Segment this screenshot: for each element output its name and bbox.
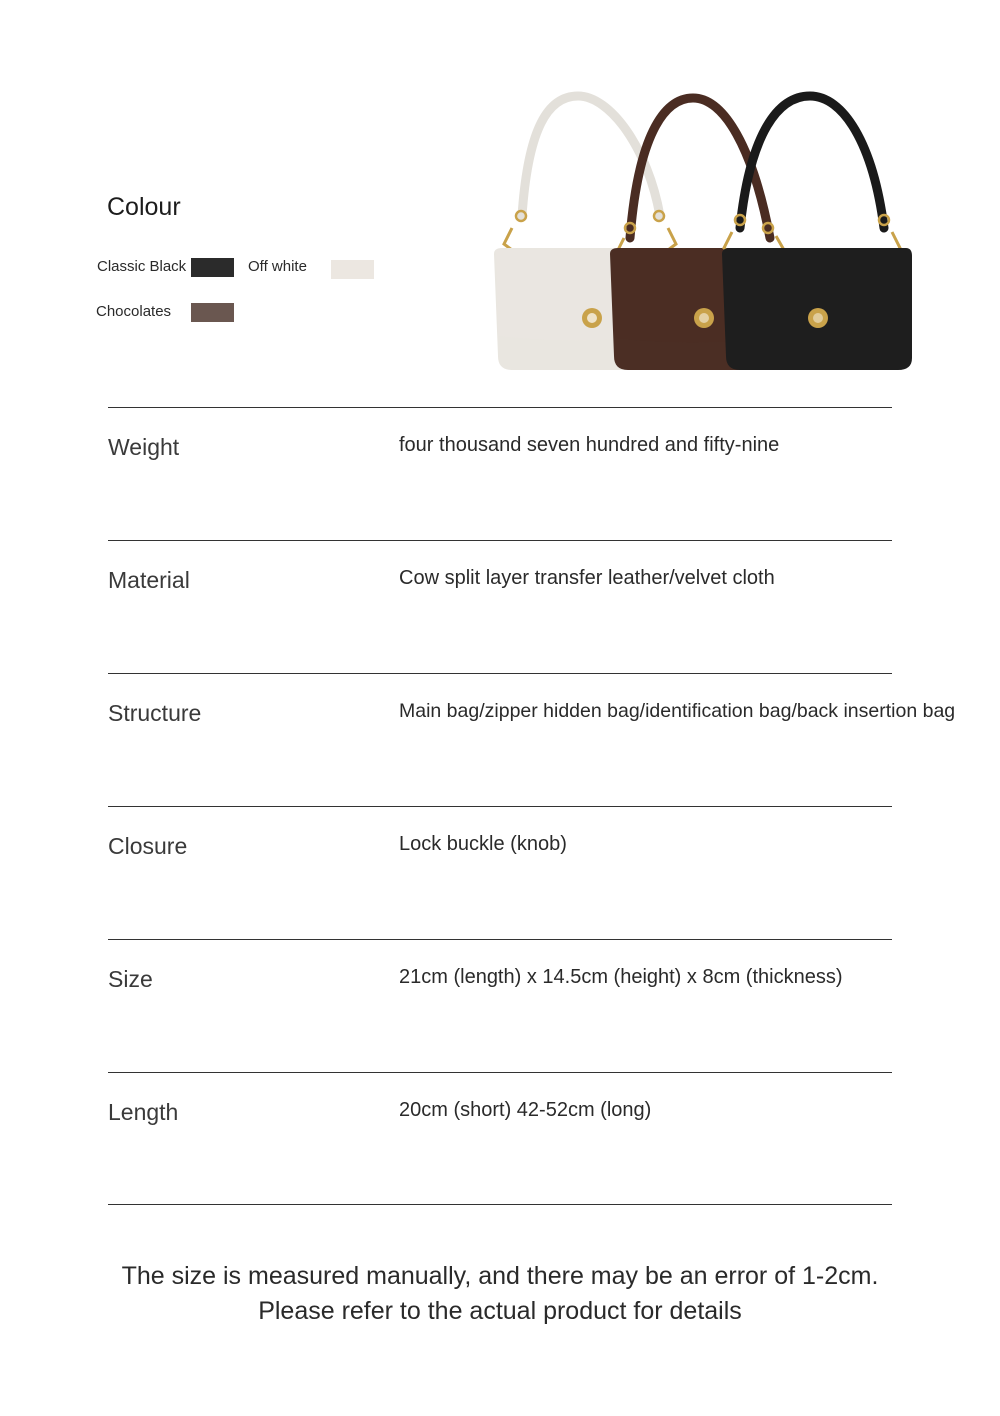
spec-row-structure	[108, 673, 956, 807]
black-bag	[722, 96, 912, 370]
swatch-label-classic-black: Classic Black	[97, 258, 187, 275]
spec-value: 20cm (short) 42-52cm (long)	[399, 1099, 652, 1121]
spec-row-weight	[108, 407, 892, 541]
spec-label: Material	[108, 567, 190, 593]
spec-row-size	[108, 939, 892, 1073]
swatch-label-chocolates: Chocolates	[96, 303, 172, 320]
note-line-1: The size is measured manually, and there may be an error of 1-2cm.	[121, 1262, 879, 1290]
divider	[108, 1204, 892, 1205]
spec-label: Structure	[108, 700, 202, 726]
spec-label: Weight	[108, 434, 180, 460]
spec-value: Main bag/zipper hidden bag/identification bag/back insertion bag	[399, 700, 956, 722]
swatch-label-off-white: Off white	[248, 258, 307, 275]
spec-row-material	[108, 540, 892, 674]
spec-label: Size	[108, 966, 153, 992]
spec-label: Length	[108, 1099, 179, 1125]
product-image	[488, 88, 918, 378]
colour-title: Colour	[107, 193, 181, 221]
spec-row-closure	[108, 806, 892, 940]
note-line-2: Please refer to the actual product for details	[258, 1297, 742, 1325]
spec-value: Cow split layer transfer leather/velvet cloth	[399, 567, 775, 589]
spec-value: 21cm (length) x 14.5cm (height) x 8cm (thickness)	[399, 966, 843, 988]
swatch-classic-black[interactable]	[191, 258, 234, 277]
spec-value: Lock buckle (knob)	[399, 833, 567, 855]
swatch-chocolates[interactable]	[191, 303, 234, 322]
spec-value: four thousand seven hundred and fifty-nine	[399, 434, 780, 456]
swatch-off-white[interactable]	[331, 260, 374, 279]
spec-row-length	[108, 1072, 892, 1206]
spec-label: Closure	[108, 833, 188, 859]
